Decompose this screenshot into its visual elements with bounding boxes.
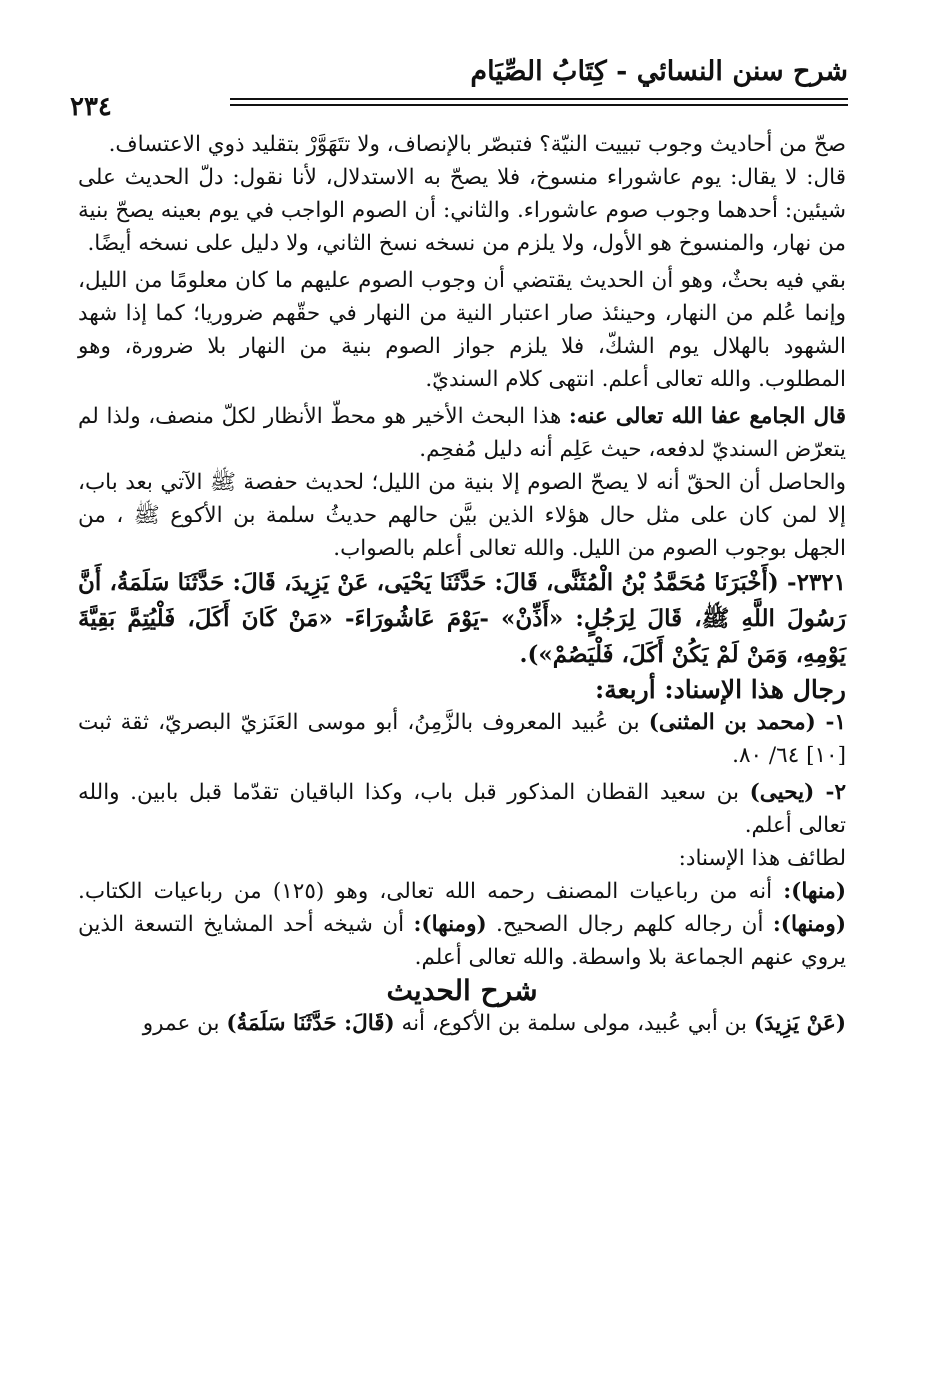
narrator-1 (78, 706, 846, 772)
commentary-text-a: بن أبي عُبيد، مولى سلمة بن الأكوع، أنه (394, 1011, 754, 1036)
narrator-1-name: ١- (محمد بن المثنى) (648, 710, 846, 735)
compiler-label: قال الجامع عفا الله تعالى عنه: (568, 404, 846, 429)
commentary-bold-a: (عَنْ يَزِيدَ) (753, 1011, 846, 1036)
subtlety-text-c: أن شيخه أحد المشايخ التسعة الذين يروي عنهم الجماعة بلا واسطة. والله تعالى أعلم. (78, 912, 846, 970)
hadith-text: ٢٣٢١- (أَخْبَرَنَا مُحَمَّدُ بْنُ الْمُثَنَّى، قَالَ: حَدَّثَنَا يَحْيَى، عَنْ يَزِيدَ، قَالَ: حَدَّثَنَا سَلَمَةُ، أَنَّ رَسُولَ اللَّهِ ﷺ، قَالَ لِرَجُلٍ: «أَذِّنْ» -يَوْمَ عَاشُورَاءَ- «مَنْ كَانَ أَكَلَ، فَلْيُتِمَّ بَقِيَّةَ يَوْمِهِ، وَمَنْ لَمْ يَكُنْ أَكَلَ، فَلْيَصُمْ»). (78, 569, 846, 668)
narrator-2-name: ٢- (يحيى) (749, 780, 846, 805)
page-number: ٢٣٤ (70, 92, 112, 122)
paragraph-5: والحاصل أن الحقّ أنه لا يصحّ الصوم إلا بنية من الليل؛ لحديث حفصة ﷺ الآتي بعد باب، إلا لمن كان على مثل حال هؤلاء الذين بيَّن حالهم حديثُ سلمة بن الأكوع ﷺ ، من الجهل بوجوب الصوم من الليل. والله تعالى أعلم بالصواب. (78, 470, 846, 561)
subtlety-text-a: أنه من رباعيات المصنف رحمه الله تعالى، وهو (١٢٥) من رباعيات الكتاب. (78, 879, 784, 904)
running-title: شرح سنن النسائي - كِتَابُ الصِّيَام (470, 56, 848, 87)
subtlety-text-b: أن رجاله كلهم رجال الصحيح. (486, 912, 773, 937)
commentary-text-b: بن عمرو (142, 1011, 227, 1036)
narrator-1-text: بن عُبيد المعروف بالزَّمِنُ، أبو موسى العَنَزيّ البصريّ، ثقة ثبت [١٠] ٦٤/ ٨٠. (78, 710, 846, 768)
subtleties-heading: لطائف هذا الإسناد: (678, 846, 846, 871)
commentary-bold-b: (قَالَ: حَدَّثَنَا سَلَمَةُ) (226, 1011, 395, 1036)
paragraph-2: قال: لا يقال: يوم عاشوراء منسوخ، فلا يصحّ به الاستدلال، لأنا نقول: دلّ الحديث على شيئين: أحدهما وجوب صوم عاشوراء. والثاني: أن الصوم الواجب في يوم بعينه يصحّ بنية من نهار، والمنسوخ هو الأول، ولا يلزم من نسخه نسخ الثاني، ولا دليل على نسخه أيضًا. (78, 165, 846, 256)
header-rule (230, 98, 848, 106)
subtlety-label-c: (ومنها): (413, 912, 487, 937)
paragraph-1: صحّ من أحاديث وجوب تبييت النيّة؟ فتبصّر بالإنصاف، ولا تتَهَوَّرْ بتقليد ذوي الاعتساف. (108, 132, 846, 157)
narrator-2 (78, 776, 846, 842)
narrators-heading: رجال هذا الإسناد: أربعة: (594, 675, 846, 704)
subtlety-label-a: (منها): (783, 879, 846, 904)
commentary-heading: شرح الحديث (386, 974, 538, 1007)
subtlety-label-b: (ومنها): (772, 912, 846, 937)
paragraph-4 (78, 400, 846, 466)
commentary-text (78, 1007, 846, 1040)
paragraph-4-text: هذا البحث الأخير هو محطّ الأنظار لكلّ منصف، ولذا لم يتعرّض السنديّ لدفعه، حيث عَلِم أنه دليل مُفحِم. (78, 404, 846, 462)
page-body (78, 128, 846, 1040)
subtleties-text (78, 875, 846, 974)
page-header (70, 50, 848, 122)
paragraph-3: بقي فيه بحثٌ، وهو أن الحديث يقتضي أن وجوب الصوم عليهم ما كان معلومًا من الليل، وإنما عُلم من النهار، وحينئذ صار اعتبار النية من النهار في حقّهم ضروريا؛ كما إذا شهد الشهود بالهلال يوم الشكّ، فلا يلزم جواز الصوم بنية من النهار بلا ضرورة، وهو المطلوب. والله تعالى أعلم. انتهى كلام السنديّ. (78, 268, 846, 392)
narrator-2-text: بن سعيد القطان المذكور قبل باب، وكذا الباقيان تقدّما قبل بابين. والله تعالى أعلم. (78, 780, 846, 838)
